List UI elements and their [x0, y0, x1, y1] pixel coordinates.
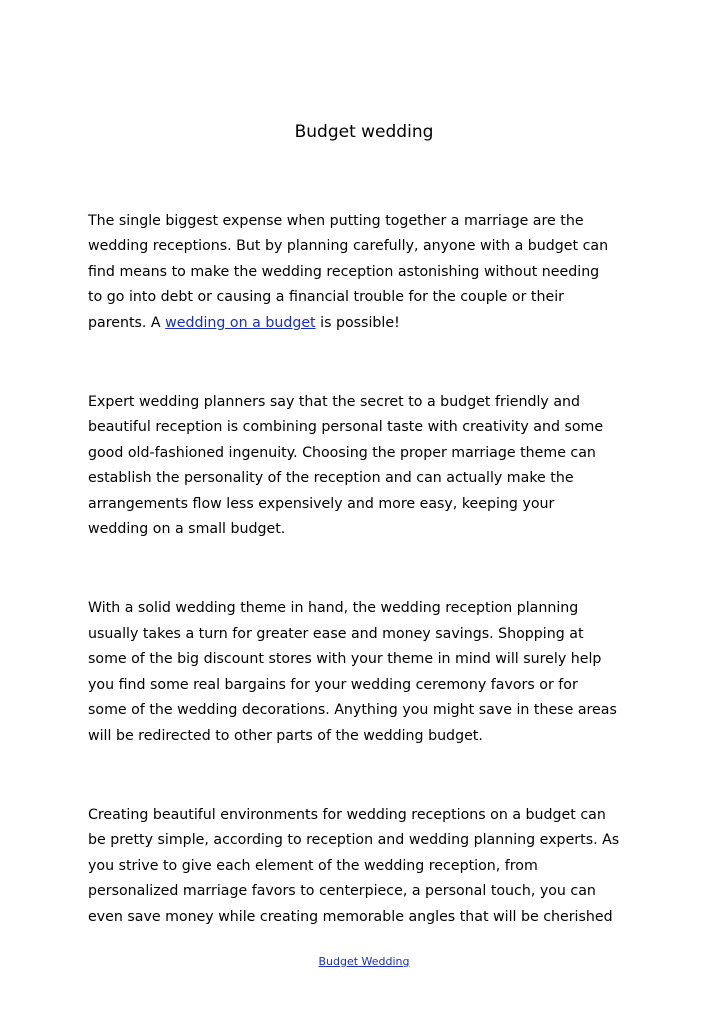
paragraph-gap: [88, 749, 648, 803]
text-line: some of the wedding decorations. Anything you might save in these areas: [88, 702, 617, 719]
paragraph-1: [88, 209, 648, 336]
text-line: The single biggest expense when putting together a marriage are the: [88, 213, 584, 229]
text-line: establish the personality of the reception and can actually make the: [88, 470, 574, 487]
document-body: [88, 209, 648, 930]
text-line: Creating beautiful environments for wedding receptions on a budget can: [88, 806, 606, 823]
text-line: to go into debt or causing a financial trouble for the couple or their: [88, 289, 564, 306]
text-line: usually takes a turn for greater ease and money savings. Shopping at: [88, 625, 584, 642]
paragraph-gap: [88, 336, 648, 390]
paragraph-3: [88, 596, 648, 748]
text-line: Expert wedding planners say that the secret to a budget friendly and: [88, 394, 581, 411]
text-line: be pretty simple, according to reception and wedding planning experts. As: [88, 832, 620, 849]
text-line: arrangements flow less expensively and more easy, keeping your: [88, 495, 555, 512]
text-line: wedding on a small budget.: [88, 521, 286, 538]
page-footer: [0, 955, 728, 969]
text-line: good old-fashioned ingenuity. Choosing the proper marriage theme can: [88, 444, 596, 461]
text-line: some of the big discount stores with your theme in mind will surely help: [88, 651, 602, 668]
text-fragment: parents. A: [88, 314, 166, 331]
text-line: beautiful reception is combining personal taste with creativity and some: [88, 419, 604, 436]
text-line: will be redirected to other parts of the wedding budget.: [88, 727, 483, 744]
text-line: you strive to give each element of the wedding reception, from: [88, 857, 538, 874]
text-line: With a solid wedding theme in hand, the wedding reception planning: [88, 600, 579, 617]
paragraph-4: [88, 803, 648, 930]
paragraph-gap: [88, 542, 648, 596]
text-line: personalized marriage favors to centerpiece, a personal touch, you can: [88, 883, 596, 900]
footer-budget-wedding-link[interactable]: Budget Wedding: [318, 955, 410, 968]
text-line: you find some real bargains for your wedding ceremony favors or for: [88, 676, 578, 693]
wedding-on-a-budget-link[interactable]: wedding on a budget: [165, 314, 316, 331]
document-title: Budget wedding: [294, 122, 434, 142]
paragraph-2: [88, 390, 648, 542]
text-line: find means to make the wedding reception astonishing without needing: [88, 263, 600, 280]
text-fragment: is possible!: [315, 314, 400, 331]
text-line: [88, 311, 648, 336]
text-line: even save money while creating memorable angles that will be cherished: [88, 908, 613, 925]
text-line: wedding receptions. But by planning carefully, anyone with a budget can: [88, 238, 609, 255]
